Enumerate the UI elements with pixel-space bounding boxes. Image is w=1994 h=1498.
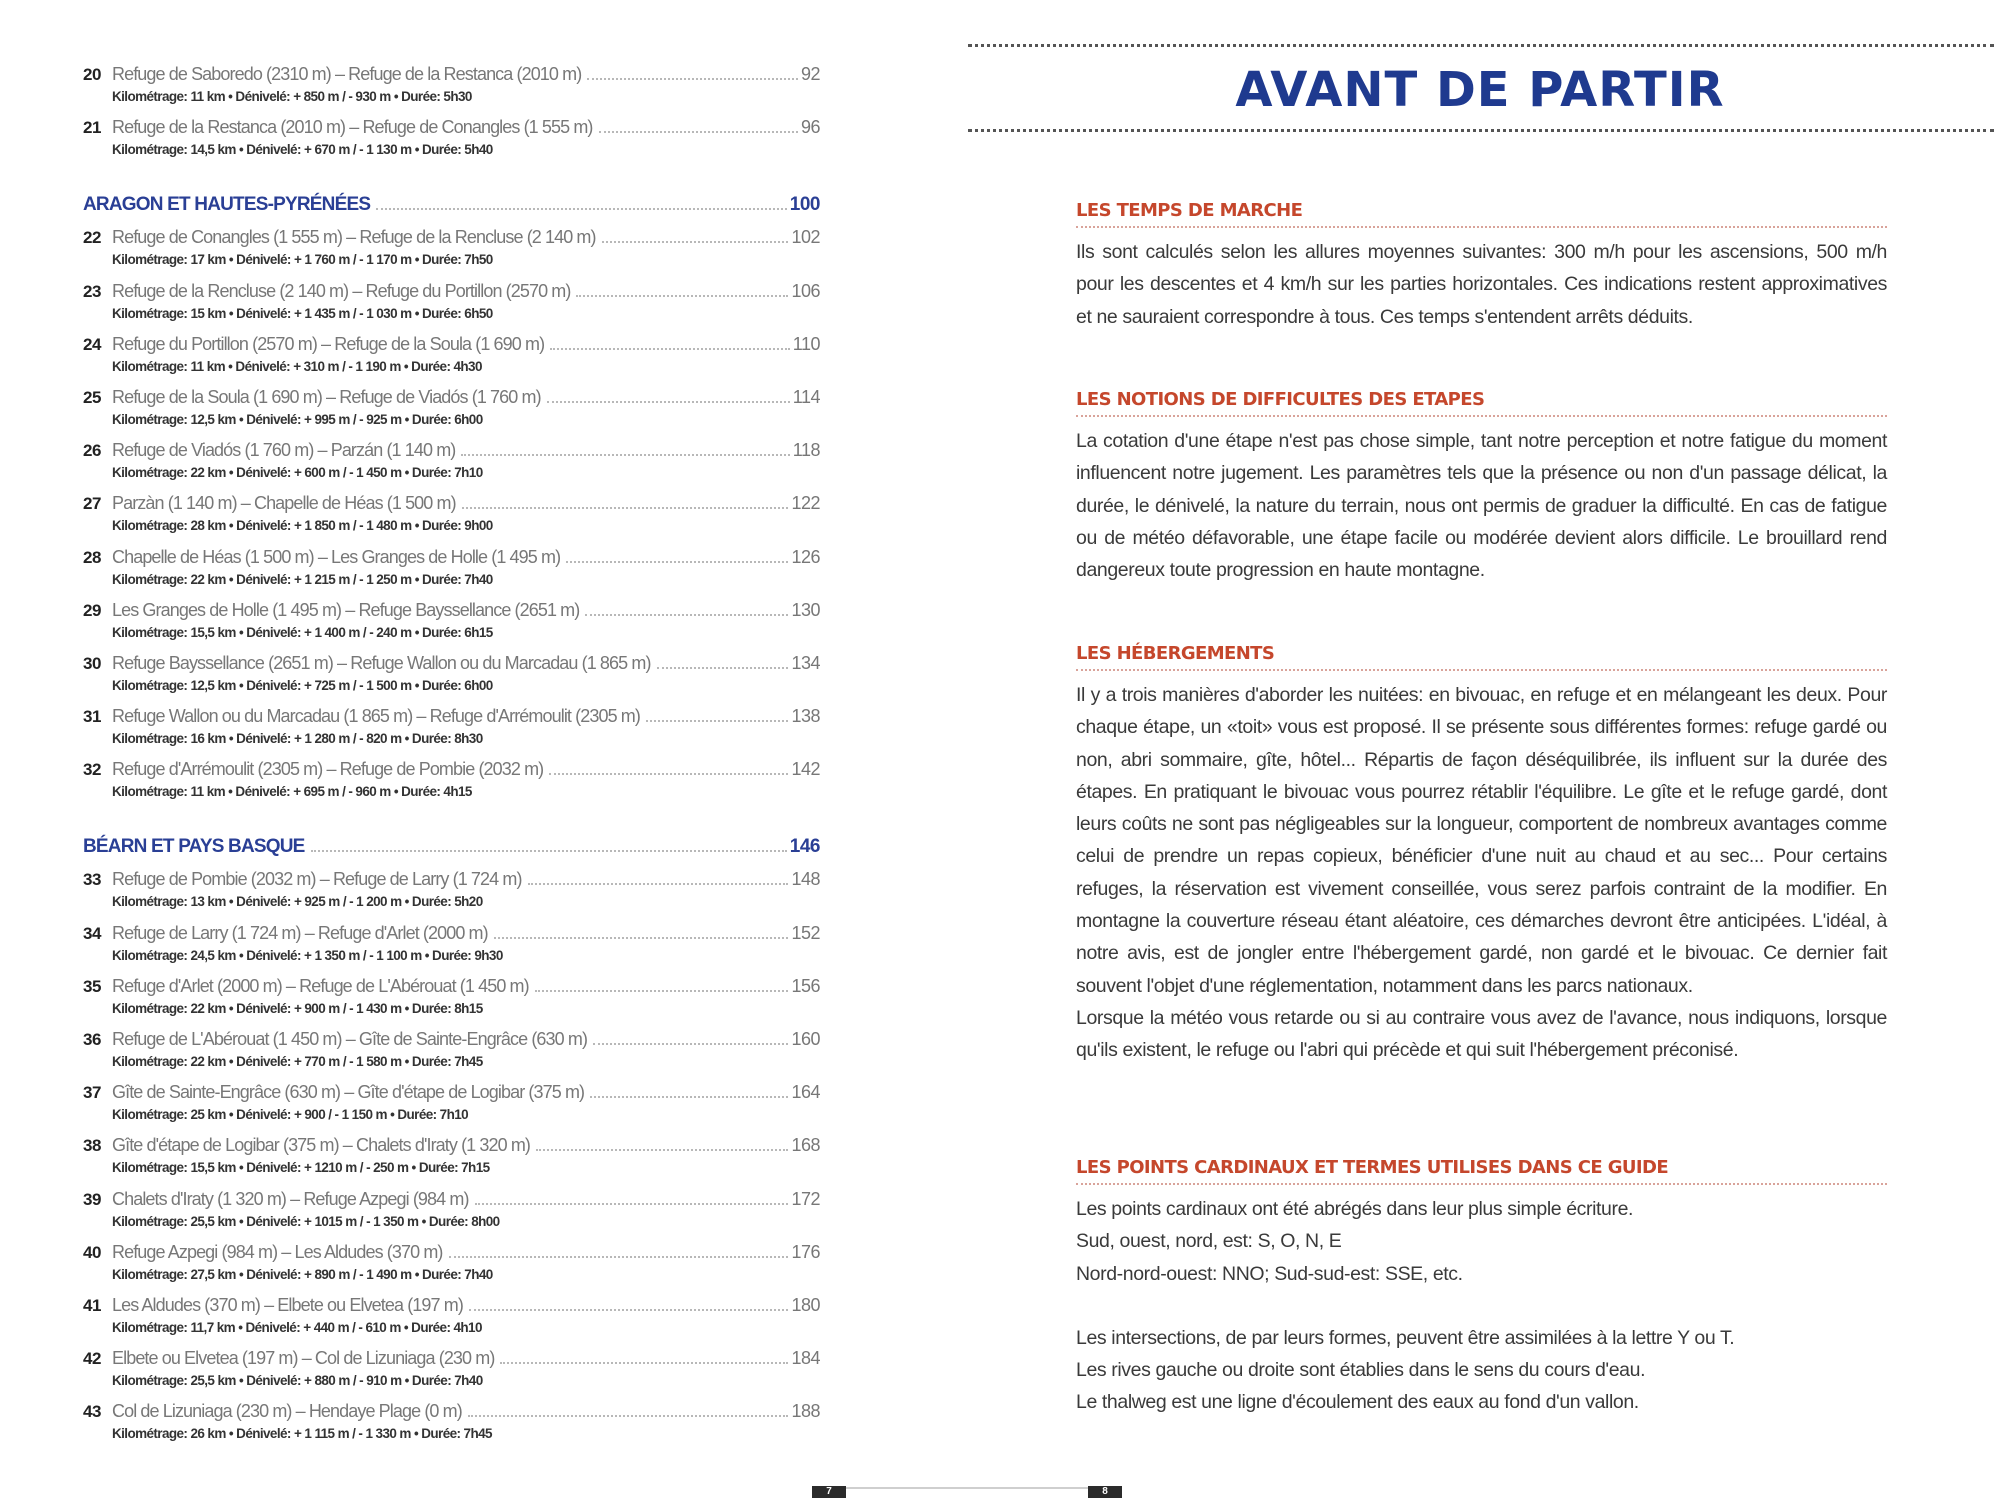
- toc-stage-details: Kilométrage: 12,5 km • Dénivelé: + 995 m / - 925 m • Durée: 6h00: [112, 411, 483, 427]
- toc-page-number: 156: [791, 975, 820, 996]
- toc-section-page: 146: [789, 836, 820, 858]
- toc-stage-title: Refuge de Conangles (1 555 m) – Refuge de la Rencluse (2 140 m): [112, 227, 596, 248]
- toc-page-number: 184: [791, 1348, 820, 1369]
- toc-leader-dots: [449, 1255, 789, 1258]
- toc-stage-title: Refuge de Viadós (1 760 m) – Parzán (1 140 m): [112, 440, 456, 461]
- toc-stage-number: 30: [83, 653, 101, 673]
- page-footer: [812, 1486, 1122, 1496]
- toc-stage-number: 20: [83, 65, 101, 84]
- toc-page-number: 164: [791, 1082, 820, 1103]
- toc-page-number: 114: [792, 386, 820, 407]
- toc-stage-number: 34: [83, 923, 101, 943]
- toc-page-number: 96: [800, 117, 820, 138]
- toc-page-number: 142: [791, 759, 820, 780]
- toc-entry[interactable]: [83, 653, 820, 706]
- toc-page-number: 172: [791, 1188, 820, 1209]
- toc-stage-details: Kilométrage: 24,5 km • Dénivelé: + 1 350 m / - 1 100 m • Durée: 9h30: [112, 947, 503, 963]
- toc-page-number: 126: [791, 546, 820, 567]
- text-line: Sud, ouest, nord, est: S, O, N, E: [1076, 1230, 1342, 1253]
- toc-stage-title: Refuge d'Arrémoulit (2305 m) – Refuge de Pombie (2032 m): [112, 759, 544, 780]
- toc-stage-title: Les Aldudes (370 m) – Elbete ou Elvetea (197 m): [112, 1294, 463, 1315]
- toc-leader-dots: [376, 207, 787, 210]
- toc-entry[interactable]: [83, 600, 820, 653]
- toc-stage-title: Refuge de Larry (1 724 m) – Refuge d'Arlet (2000 m): [112, 922, 488, 943]
- section-paragraph: Ils sont calculés selon les allures moyennes suivantes: 300 m/h pour les ascensions, 500 m/h pour les descentes et 4 km/h sur les parties horizontales. Ces indications restent approximatives et ne sauraient correspondre à tous. Ces temps s'entendent arrêts déduits.: [1076, 241, 1887, 328]
- toc-stage-details: Kilométrage: 15 km • Dénivelé: + 1 435 m / - 1 030 m • Durée: 6h50: [112, 305, 493, 321]
- toc-stage-title: Gîte d'étape de Logibar (375 m) – Chalets d'Iraty (1 320 m): [112, 1135, 531, 1156]
- toc-stage-title: Elbete ou Elvetea (197 m) – Col de Lizuniaga (230 m): [112, 1348, 495, 1369]
- toc-stage-number: 27: [83, 494, 101, 514]
- toc-stage-number: 21: [83, 118, 101, 138]
- toc-entry[interactable]: [83, 64, 820, 117]
- toc-stage-number: 43: [83, 1402, 101, 1422]
- toc-stage-details: Kilométrage: 16 km • Dénivelé: + 1 280 m / - 820 m • Durée: 8h30: [112, 731, 483, 747]
- toc-leader-dots: [593, 1042, 788, 1045]
- toc-leader-dots: [590, 1095, 788, 1098]
- section-paragraph: La cotation d'une étape n'est pas chose simple, tant notre perception et notre fatigue du moment influencent notre jugement. Les paramètres tels que la présence ou non d'un passage délicat, la durée, le dénivelé, la nature du terrain, nous ont permis de graduer la difficulté. En cas de fatigue ou de météo défavorable, une étape facile ou modérée devient alors difficile. Le brouillard rend dangereux toute progression en haute montagne.: [1076, 430, 1887, 582]
- toc-stage-number: 29: [83, 600, 101, 620]
- toc-stage-title: Refuge du Portillon (2570 m) – Refuge de la Soula (1 690 m): [112, 333, 545, 354]
- toc-leader-dots: [566, 560, 788, 563]
- toc-stage-title: Refuge Azpegi (984 m) – Les Aldudes (370 m): [112, 1241, 443, 1262]
- section-hebergements: [1076, 643, 1887, 1067]
- toc-stage-title: Refuge de la Rencluse (2 140 m) – Refuge du Portillon (2570 m): [112, 280, 571, 301]
- footer-rule: [846, 1487, 1088, 1489]
- toc-page-number: 188: [791, 1401, 820, 1422]
- toc-entry[interactable]: [83, 547, 820, 600]
- toc-stage-details: Kilométrage: 27,5 km • Dénivelé: + 890 m / - 1 490 m • Durée: 7h40: [112, 1266, 493, 1282]
- toc-stage-number: 37: [83, 1083, 101, 1103]
- toc-page-number: 110: [792, 333, 820, 354]
- toc-leader-dots: [528, 882, 789, 885]
- toc-leader-dots: [549, 772, 788, 775]
- toc-leader-dots: [494, 936, 789, 939]
- toc-entry[interactable]: [83, 976, 820, 1029]
- toc-stage-number: 32: [83, 760, 101, 780]
- toc-stage-number: 42: [83, 1349, 101, 1369]
- toc-stage-details: Kilométrage: 22 km • Dénivelé: + 600 m / - 1 450 m • Durée: 7h10: [112, 465, 483, 481]
- toc-stage-title: Refuge de la Soula (1 690 m) – Refuge de Viadós (1 760 m): [112, 386, 541, 407]
- toc-page-number: 92: [800, 64, 820, 84]
- toc-stage-details: Kilométrage: 15,5 km • Dénivelé: + 1210 m / - 250 m • Durée: 7h15: [112, 1160, 490, 1176]
- toc-stage-title: Chalets d'Iraty (1 320 m) – Refuge Azpegi (984 m): [112, 1188, 469, 1209]
- toc-entry[interactable]: [83, 440, 820, 493]
- toc-section-title: ARAGON ET HAUTES-PYRÉNÉES: [83, 194, 371, 216]
- section-heading: LES NOTIONS DE DIFFICULTES DES ETAPES: [1076, 389, 1887, 417]
- toc-entry[interactable]: [83, 281, 820, 334]
- toc-stage-title: Refuge de la Restanca (2010 m) – Refuge de Conangles (1 555 m): [112, 117, 593, 138]
- toc-page-number: 152: [791, 922, 820, 943]
- toc-page-number: 102: [791, 227, 820, 248]
- toc-stage-number: 39: [83, 1189, 101, 1209]
- toc-leader-dots: [657, 666, 789, 669]
- toc-stage-number: 33: [83, 870, 101, 890]
- toc-stage-details: Kilométrage: 28 km • Dénivelé: + 1 850 m / - 1 480 m • Durée: 9h00: [112, 518, 493, 534]
- toc-entry[interactable]: [83, 1242, 820, 1295]
- toc-page-number: 122: [791, 493, 820, 514]
- toc-stage-title: Les Granges de Holle (1 495 m) – Refuge Bayssellance (2651 m): [112, 599, 580, 620]
- right-page: [960, 0, 1994, 1496]
- toc-leader-dots: [536, 1148, 788, 1151]
- section-points-cardinaux: [1076, 1157, 1887, 1419]
- toc-stage-details: Kilométrage: 22 km • Dénivelé: + 770 m / - 1 580 m • Durée: 7h45: [112, 1054, 483, 1069]
- toc-entry[interactable]: [83, 869, 820, 922]
- toc-stage-details: Kilométrage: 14,5 km • Dénivelé: + 670 m / - 1 130 m • Durée: 5h40: [112, 142, 493, 158]
- page-title: AVANT DE PARTIR: [1235, 62, 1725, 118]
- table-of-contents: [83, 64, 820, 1455]
- toc-entry[interactable]: [83, 1135, 820, 1188]
- toc-stage-details: Kilométrage: 25 km • Dénivelé: + 900 / - 1 150 m • Durée: 7h10: [112, 1107, 469, 1123]
- section-heading: LES POINTS CARDINAUX ET TERMES UTILISES DANS CE GUIDE: [1076, 1157, 1887, 1185]
- toc-section-header[interactable]: [83, 170, 820, 227]
- toc-stage-title: Refuge de Pombie (2032 m) – Refuge de Larry (1 724 m): [112, 869, 522, 890]
- toc-entry[interactable]: [83, 387, 820, 440]
- toc-stage-title: Refuge de L'Abérouat (1 450 m) – Gîte de Sainte-Engrâce (630 m): [112, 1029, 588, 1049]
- title-divider-top: [968, 44, 1994, 47]
- toc-leader-dots: [646, 719, 788, 722]
- section-heading: LES TEMPS DE MARCHE: [1076, 200, 1887, 228]
- toc-stage-title: Refuge Wallon ou du Marcadau (1 865 m) – Refuge d'Arrémoulit (2305 m): [112, 706, 640, 727]
- toc-stage-number: 36: [83, 1030, 101, 1049]
- toc-stage-number: 25: [83, 387, 101, 407]
- text-line: Nord-nord-ouest: NNO; Sud-sud-est: SSE, etc.: [1076, 1262, 1463, 1285]
- text-line: Les intersections, de par leurs formes, peuvent être assimilées à la lettre Y ou T.: [1076, 1326, 1735, 1349]
- toc-stage-number: 41: [83, 1295, 101, 1315]
- toc-entry[interactable]: [83, 1189, 820, 1242]
- toc-page-number: 180: [791, 1294, 820, 1315]
- toc-section-title: BÉARN ET PAYS BASQUE: [83, 836, 305, 858]
- toc-stage-title: Chapelle de Héas (1 500 m) – Les Granges de Holle (1 495 m): [112, 546, 561, 567]
- toc-stage-number: 38: [83, 1136, 101, 1156]
- toc-stage-title: Parzàn (1 140 m) – Chapelle de Héas (1 500 m): [112, 493, 456, 514]
- toc-stage-number: 35: [83, 976, 101, 996]
- toc-stage-number: 26: [83, 441, 101, 461]
- toc-leader-dots: [311, 849, 787, 852]
- toc-stage-details: Kilométrage: 15,5 km • Dénivelé: + 1 400 m / - 240 m • Durée: 6h15: [112, 624, 493, 640]
- left-page: [0, 0, 960, 1496]
- toc-stage-details: Kilométrage: 22 km • Dénivelé: + 900 m / - 1 430 m • Durée: 8h15: [112, 1000, 483, 1016]
- toc-leader-dots: [585, 613, 788, 616]
- toc-page-number: 160: [791, 1029, 820, 1049]
- toc-page-number: 138: [791, 706, 820, 727]
- toc-stage-details: Kilométrage: 13 km • Dénivelé: + 925 m / - 1 200 m • Durée: 5h20: [112, 894, 483, 910]
- toc-entry[interactable]: [83, 1082, 820, 1135]
- title-divider-bottom: [968, 129, 1994, 132]
- toc-stage-details: Kilométrage: 11,7 km • Dénivelé: + 440 m / - 610 m • Durée: 4h10: [112, 1319, 482, 1335]
- section-difficultes: [1076, 389, 1887, 586]
- toc-leader-dots: [576, 294, 788, 297]
- section-paragraph: Il y a trois manières d'aborder les nuitées: en bivouac, en refuge et en mélangeant les deux. Pour chaque étape, un «toit» vous est proposé. Il se présente sous différentes formes: refuge gardé ou non, abri sommaire, gîte, hôtel... Répartis de façon déséquilibrée, ils influent sur la durée des étapes. En pratiquant le bivouac vous pourrez rétablir l'équilibre. Le gîte et le refuge gardé, dont leurs coûts ne sont pas négligeables sur la longueur, comportent de nombreux avantages comme celui de prendre un repas copieux, bénéficier d'une nuit au chaud et au sec... Pour certains refuges, la réservation est vivement conseillée, vous serez parfois contraint de la modifier. En montagne la couverture réseau étant aléatoire, ces démarches devront être anticipées. L'idéal, à notre avis, est de jongler entre l'hébergement gardé, non gardé et le bivouac. Ce dernier fait souvent l'objet d'une réglementation, notamment dans les parcs nationaux.: [1076, 684, 1887, 997]
- toc-entry[interactable]: [83, 1029, 820, 1082]
- toc-leader-dots: [535, 989, 789, 992]
- toc-page-number: 134: [791, 652, 820, 673]
- toc-page-number: 118: [792, 440, 820, 461]
- toc-entry[interactable]: [83, 1401, 820, 1454]
- section-paragraph: Lorsque la météo vous retarde ou si au contraire vous avez de l'avance, nous indiquons, lorsque qu'ils existent, le refuge ou l'abri qui précède et qui suit l'hébergement préconisé.: [1076, 1006, 1887, 1062]
- toc-page-number: 106: [791, 280, 820, 301]
- page-number-right: 8: [1088, 1486, 1122, 1498]
- toc-stage-title: Refuge d'Arlet (2000 m) – Refuge de L'Abérouat (1 450 m): [112, 975, 529, 996]
- toc-leader-dots: [587, 77, 798, 80]
- toc-stage-number: 22: [83, 228, 101, 248]
- toc-entry[interactable]: [83, 334, 820, 387]
- toc-stage-title: Refuge de Saboredo (2310 m) – Refuge de la Restanca (2010 m): [112, 64, 582, 84]
- toc-page-number: 130: [791, 599, 820, 620]
- toc-leader-dots: [550, 347, 790, 350]
- toc-page-number: 176: [791, 1241, 820, 1262]
- toc-entry[interactable]: [83, 117, 820, 170]
- section-heading: LES HÉBERGEMENTS: [1076, 643, 1887, 671]
- toc-stage-title: Col de Lizuniaga (230 m) – Hendaye Plage (0 m): [112, 1401, 462, 1422]
- toc-stage-details: Kilométrage: 11 km • Dénivelé: + 310 m / - 1 190 m • Durée: 4h30: [112, 358, 482, 374]
- toc-stage-title: Gîte de Sainte-Engrâce (630 m) – Gîte d'étape de Logibar (375 m): [112, 1082, 585, 1103]
- toc-section-header[interactable]: [83, 812, 820, 869]
- toc-entry[interactable]: [83, 759, 820, 812]
- toc-entry[interactable]: [83, 1348, 820, 1401]
- toc-stage-details: Kilométrage: 25,5 km • Dénivelé: + 1015 m / - 1 350 m • Durée: 8h00: [112, 1213, 500, 1229]
- toc-entry[interactable]: [83, 493, 820, 546]
- toc-leader-dots: [461, 453, 789, 456]
- toc-entry[interactable]: [83, 1295, 820, 1348]
- toc-entry[interactable]: [83, 706, 820, 759]
- toc-stage-title: Refuge Bayssellance (2651 m) – Refuge Wallon ou du Marcadau (1 865 m): [112, 652, 651, 673]
- section-temps-de-marche: [1076, 200, 1887, 333]
- toc-leader-dots: [500, 1361, 788, 1364]
- toc-stage-number: 24: [83, 334, 101, 354]
- toc-stage-details: Kilométrage: 22 km • Dénivelé: + 1 215 m / - 1 250 m • Durée: 7h40: [112, 571, 493, 587]
- toc-leader-dots: [475, 1202, 789, 1205]
- toc-entry[interactable]: [83, 227, 820, 280]
- toc-stage-details: Kilométrage: 12,5 km • Dénivelé: + 725 m / - 1 500 m • Durée: 6h00: [112, 677, 493, 693]
- toc-stage-number: 40: [83, 1242, 101, 1262]
- toc-stage-number: 31: [83, 707, 101, 727]
- toc-leader-dots: [599, 130, 798, 133]
- toc-leader-dots: [462, 506, 789, 509]
- toc-page-number: 168: [791, 1135, 820, 1156]
- text-line: Les rives gauche ou droite sont établies dans le sens du cours d'eau.: [1076, 1359, 1646, 1382]
- toc-stage-details: Kilométrage: 25,5 km • Dénivelé: + 880 m / - 910 m • Durée: 7h40: [112, 1373, 483, 1389]
- toc-stage-details: Kilométrage: 11 km • Dénivelé: + 695 m / - 960 m • Durée: 4h15: [112, 784, 472, 800]
- text-line: Le thalweg est une ligne d'écoulement des eaux au fond d'un vallon.: [1076, 1391, 1639, 1414]
- toc-leader-dots: [547, 400, 790, 403]
- toc-stage-details: Kilométrage: 26 km • Dénivelé: + 1 115 m / - 1 330 m • Durée: 7h45: [112, 1426, 492, 1442]
- text-line: Les points cardinaux ont été abrégés dans leur plus simple écriture.: [1076, 1198, 1634, 1220]
- toc-leader-dots: [468, 1414, 789, 1417]
- toc-page-number: 148: [791, 869, 820, 890]
- toc-leader-dots: [602, 240, 789, 243]
- toc-stage-details: Kilométrage: 17 km • Dénivelé: + 1 760 m / - 1 170 m • Durée: 7h50: [112, 252, 493, 268]
- toc-stage-number: 28: [83, 547, 101, 567]
- toc-stage-details: Kilométrage: 11 km • Dénivelé: + 850 m / - 930 m • Durée: 5h30: [112, 89, 472, 104]
- toc-stage-number: 23: [83, 281, 101, 301]
- toc-section-page: 100: [789, 194, 820, 216]
- toc-entry[interactable]: [83, 923, 820, 976]
- page-number-left: 7: [812, 1486, 846, 1498]
- toc-leader-dots: [469, 1308, 789, 1311]
